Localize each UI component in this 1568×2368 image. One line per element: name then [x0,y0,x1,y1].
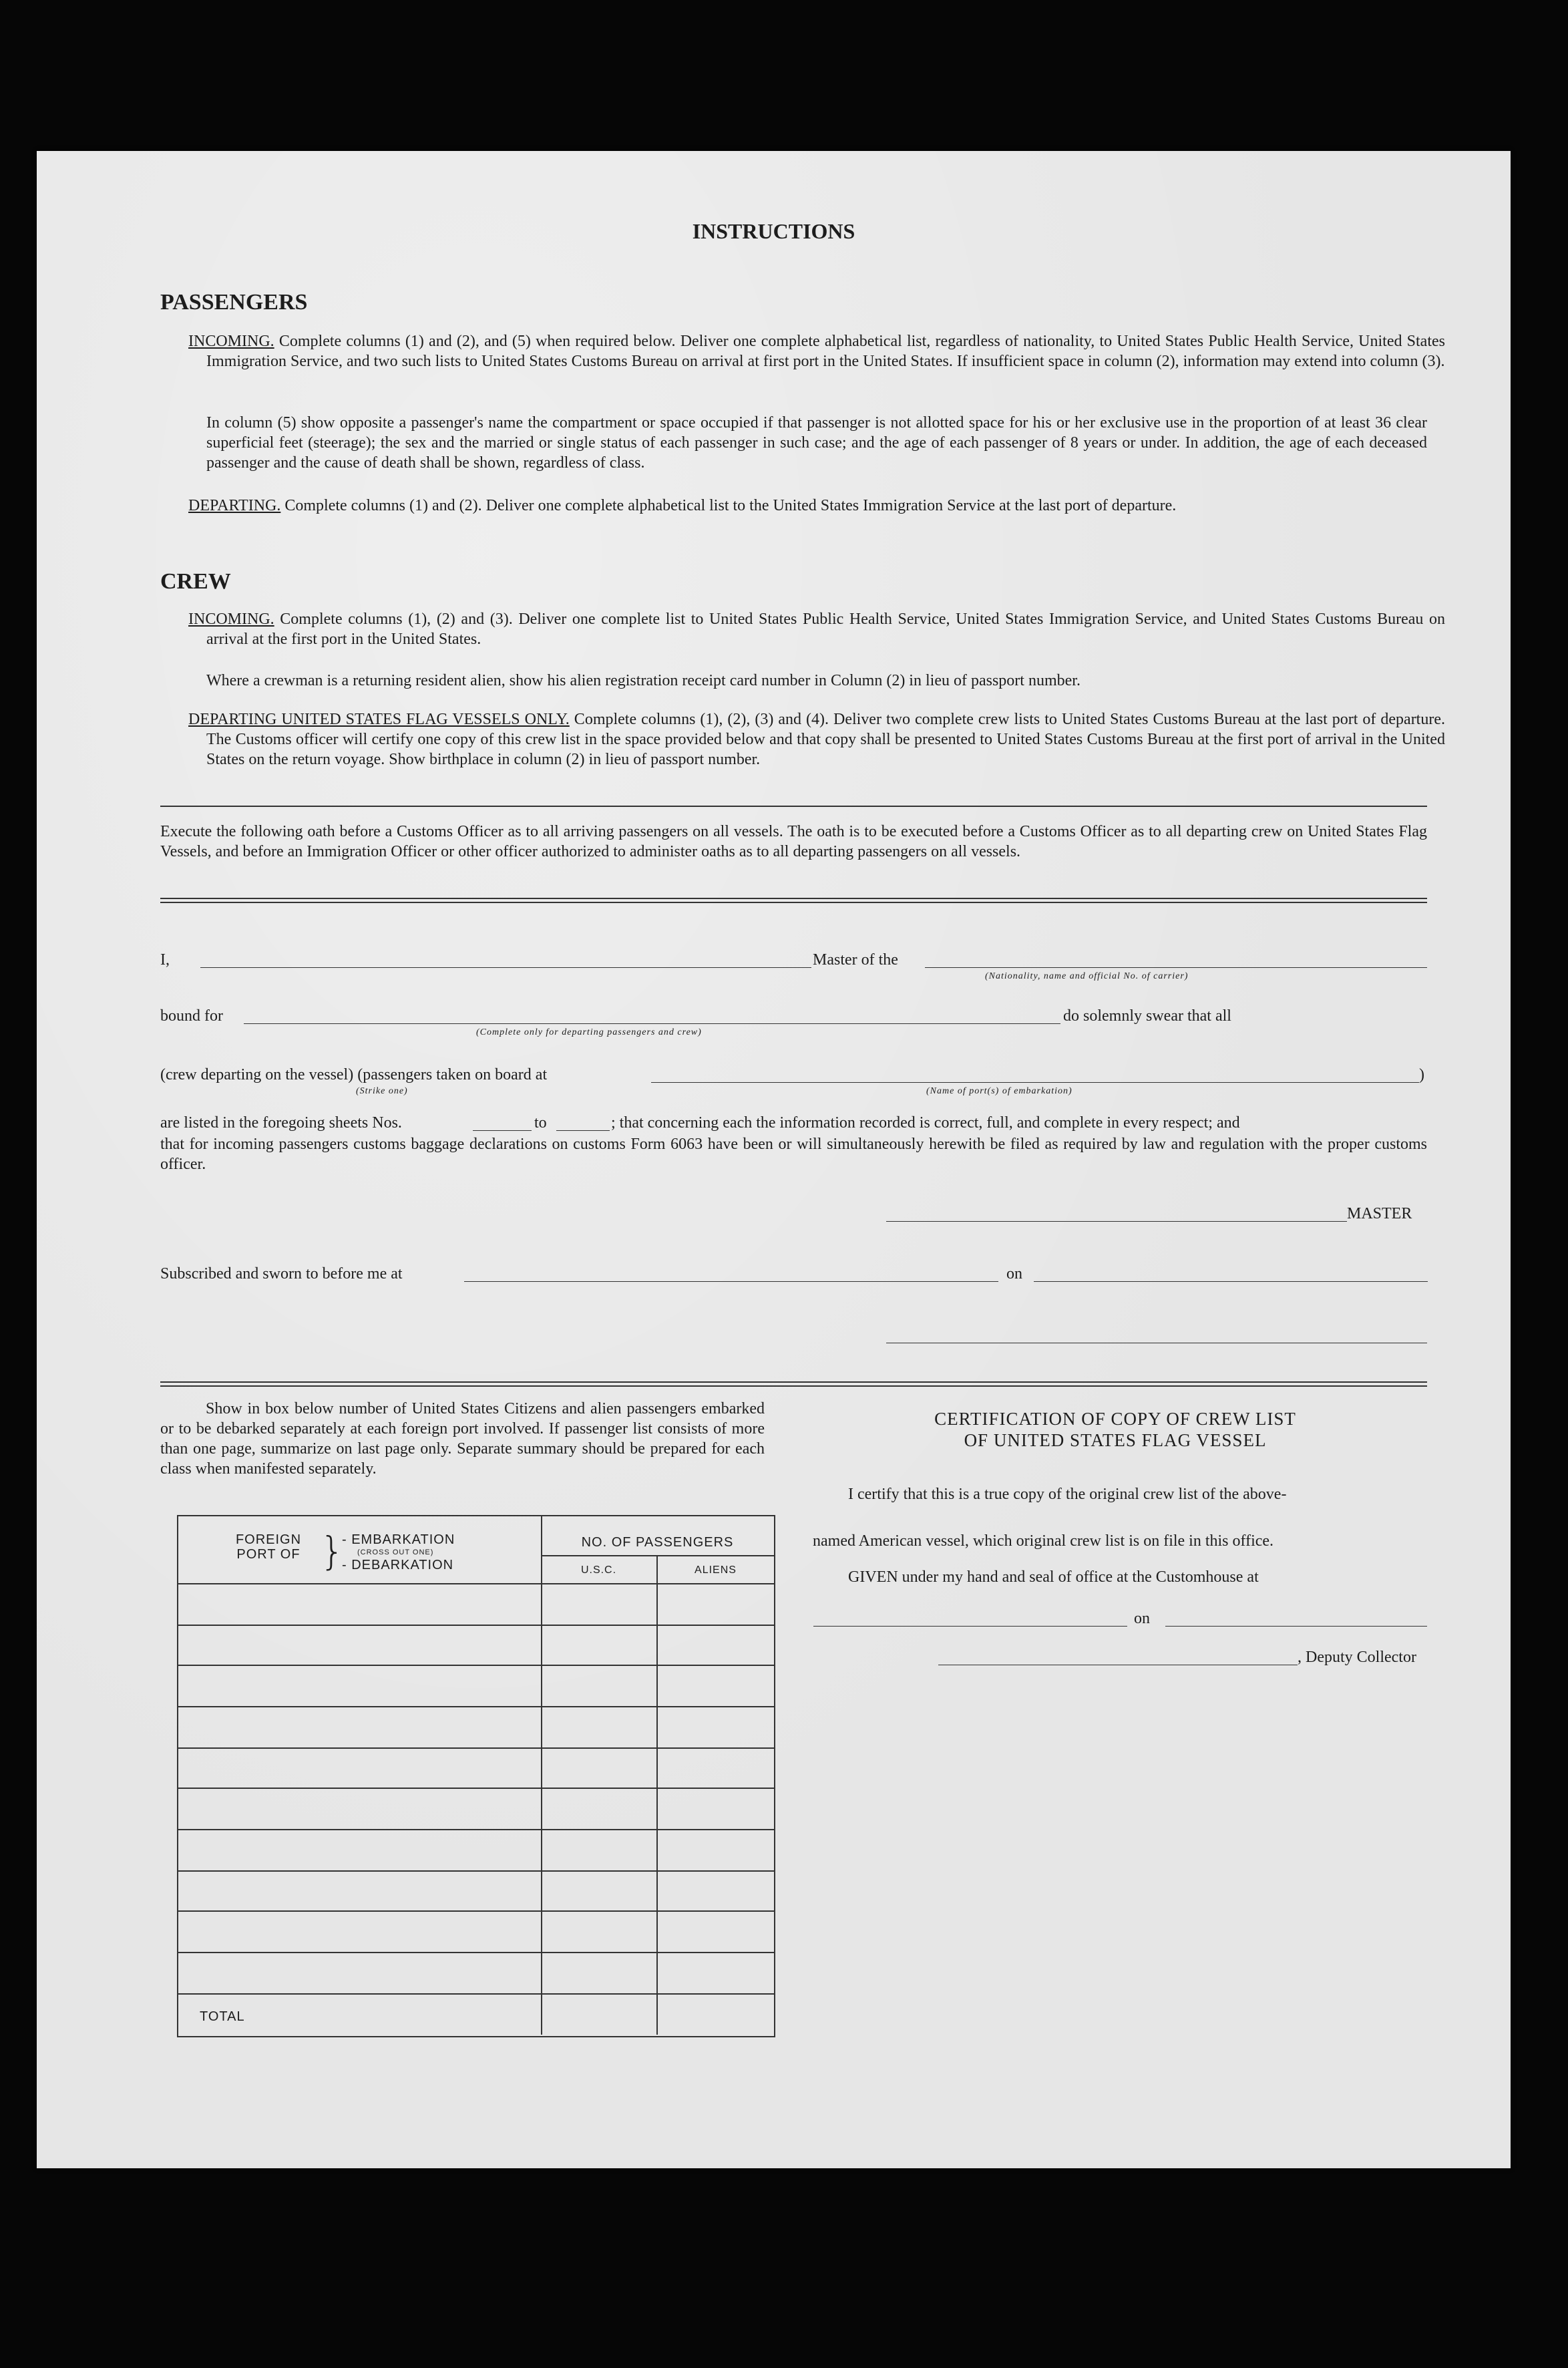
aliens-header: ALIENS [695,1564,737,1576]
usc-header: U.S.C. [580,1564,617,1576]
no-passengers-header: NO. OF PASSENGERS [581,1535,734,1550]
crew-departing-label: DEPARTING UNITED STATES FLAG VESSELS ONLY. [188,711,570,728]
page-title: INSTRUCTIONS [692,219,855,243]
subscribed-place-field[interactable] [464,1281,998,1282]
listed-rest-label: ; that concerning each the information recorded is correct, full, and complete in every respect; and [611,1114,1240,1132]
passengers-incoming-text: Complete columns (1) and (2), and (5) when required below. Deliver one complete alphabetical list, regardless of nationality, to United States Public Health Service, United States Immigration Service, and two such lists to United States Customs Bureau on arrival at first port in the United States. If insufficient space in column (2), information may extend into column (3). [206,333,1445,370]
swear-label: do solemnly swear that all [1063,1007,1231,1025]
certification-title-line2: OF UNITED STATES FLAG VESSEL [964,1430,1267,1450]
master-of-label: Master of the [813,951,898,969]
subscribed-label: Subscribed and sworn to before me at [160,1265,403,1283]
table-row [178,1870,774,1872]
divider [160,1385,1427,1387]
passengers-departing-text: Complete columns (1) and (2). Deliver one complete alphabetical list to the United States Immigration Service at the last port of departure. [280,497,1177,514]
crew-departing-paragraph [188,709,1445,770]
crew-resident-paragraph: Where a crewman is a returning resident alien, show his alien registration receipt card number in Column (2) in lieu of passport number. [206,672,1081,689]
crew-incoming-label: INCOMING. [188,611,274,628]
passengers-column5-paragraph: In column (5) show opposite a passenger's name the compartment or space occupied if that passenger is not allotted space for his or her exclusive use in the proportion of at least 36 clear superficial feet (steerage); the sex and the married or single status of each passenger in such case; and the age of each passenger of 8 years or under. In addition, the age of each deceased passenger and the cause of death shall be shown, regardless of class. [206,414,1427,472]
table-row [178,1952,774,1953]
passenger-summary-table [177,1515,775,2037]
deputy-label: , Deputy Collector [1298,1649,1416,1666]
column-divider [541,1516,542,2035]
divider [160,902,1427,903]
given-label: GIVEN under my hand and seal of office at the Customhouse at [848,1568,1259,1586]
crew-heading: CREW [160,569,231,594]
cert-on-label: on [1134,1610,1150,1627]
passengers-incoming-paragraph [188,331,1445,371]
certification-title [805,1408,1426,1451]
table-row [178,1993,774,1995]
divider [160,1381,1427,1383]
cert-date-field[interactable] [1165,1626,1427,1627]
table-row [178,1788,774,1789]
oath-intro: Execute the following oath before a Customs Officer as to all arriving passengers on all vessels. The oath is to be executed before a Customs Officer as to all departing crew on United States Flag Vessels, and before an Immigration Officer or other officer authorized to administer oaths as to all departing passengers on all vessels. [160,823,1427,860]
passengers-incoming-label: INCOMING. [188,333,274,350]
sheet-from-field[interactable] [473,1130,532,1131]
passengers-departing-label: DEPARTING. [188,497,281,514]
table-row [178,1665,774,1666]
table-row [178,1910,774,1912]
strike-caption: (Strike one) [356,1086,408,1096]
table-row [178,1747,774,1749]
bound-for-label: bound for [160,1007,223,1025]
listed-label: are listed in the foregoing sheets Nos. [160,1114,402,1132]
bound-for-field[interactable] [244,1023,1060,1024]
summary-instructions: Show in box below number of United States Citizens and alien passengers embarked or to be debarked separately at each foreign port involved. If passenger list consists of more than one page, summarize on last page only. Separate summary should be prepared for each class when manifested separately. [160,1400,765,1478]
table-row [178,1583,774,1584]
master-name-field[interactable] [200,967,811,968]
brace-icon: } [320,1528,345,1574]
certify-line1: I certify that this is a true copy of the original crew list of the above- [848,1486,1287,1503]
master-signature-field[interactable] [886,1221,1347,1222]
table-row [178,1625,774,1626]
oath-i-label: I, [160,951,170,969]
crew-departing-label: (crew departing on the vessel) (passengers taken on board at [160,1066,548,1083]
column-divider [656,1555,658,2035]
total-label: TOTAL [200,2009,245,2024]
complete-caption: (Complete only for departing passengers and crew) [476,1027,702,1037]
listed-to-label: to [534,1114,547,1132]
crew-incoming-text: Complete columns (1), (2) and (3). Deliver one complete list to United States Public Health Service, United States Immigration Service, and United States Customs Bureau on arrival at the first port in the United States. [206,611,1445,648]
certification-title-line1: CERTIFICATION OF COPY OF CREW LIST [934,1409,1296,1429]
listed-paragraph: that for incoming passengers customs baggage declarations on customs Form 6063 have been or will simultaneously herewith be filed as required by law and regulation with the proper customs officer. [160,1136,1427,1173]
master-label: MASTER [1347,1205,1412,1222]
divider [160,806,1427,807]
cross-out-caption: (CROSS OUT ONE) [357,1548,434,1556]
carrier-field[interactable] [925,967,1427,968]
table-row [178,1829,774,1830]
debarkation-header: - DEBARKATION [342,1558,454,1572]
close-paren: ) [1419,1066,1424,1083]
on-label: on [1006,1265,1022,1283]
certify-line2: named American vessel, which original crew list is on file in this office. [813,1532,1274,1550]
crew-incoming-paragraph [188,609,1445,649]
table-row [178,1706,774,1707]
port-embarkation-field[interactable] [651,1082,1419,1083]
carrier-caption: (Nationality, name and official No. of carrier) [985,971,1189,981]
form-page [37,151,1511,2168]
sheet-to-field[interactable] [556,1130,610,1131]
crew-departing-text: Complete columns (1), (2), (3) and (4). Deliver two complete crew lists to United States Customs Bureau at the last port of departure. The Customs officer will certify one copy of this crew list in the space provided below and that copy shall be presented to United States Customs Bureau at the first port of arrival in the United States on the return voyage. Show birthplace in column (2) in lieu of passport number. [206,711,1445,768]
passengers-heading: PASSENGERS [160,290,308,315]
foreign-port-header: FOREIGN PORT OF [235,1532,302,1562]
divider [160,898,1427,899]
ports-caption: (Name of port(s) of embarkation) [926,1086,1072,1096]
customhouse-field[interactable] [813,1626,1127,1627]
embarkation-header: - EMBARKATION [342,1532,455,1547]
passengers-departing-paragraph [188,496,1445,516]
subscribed-date-field[interactable] [1034,1281,1428,1282]
